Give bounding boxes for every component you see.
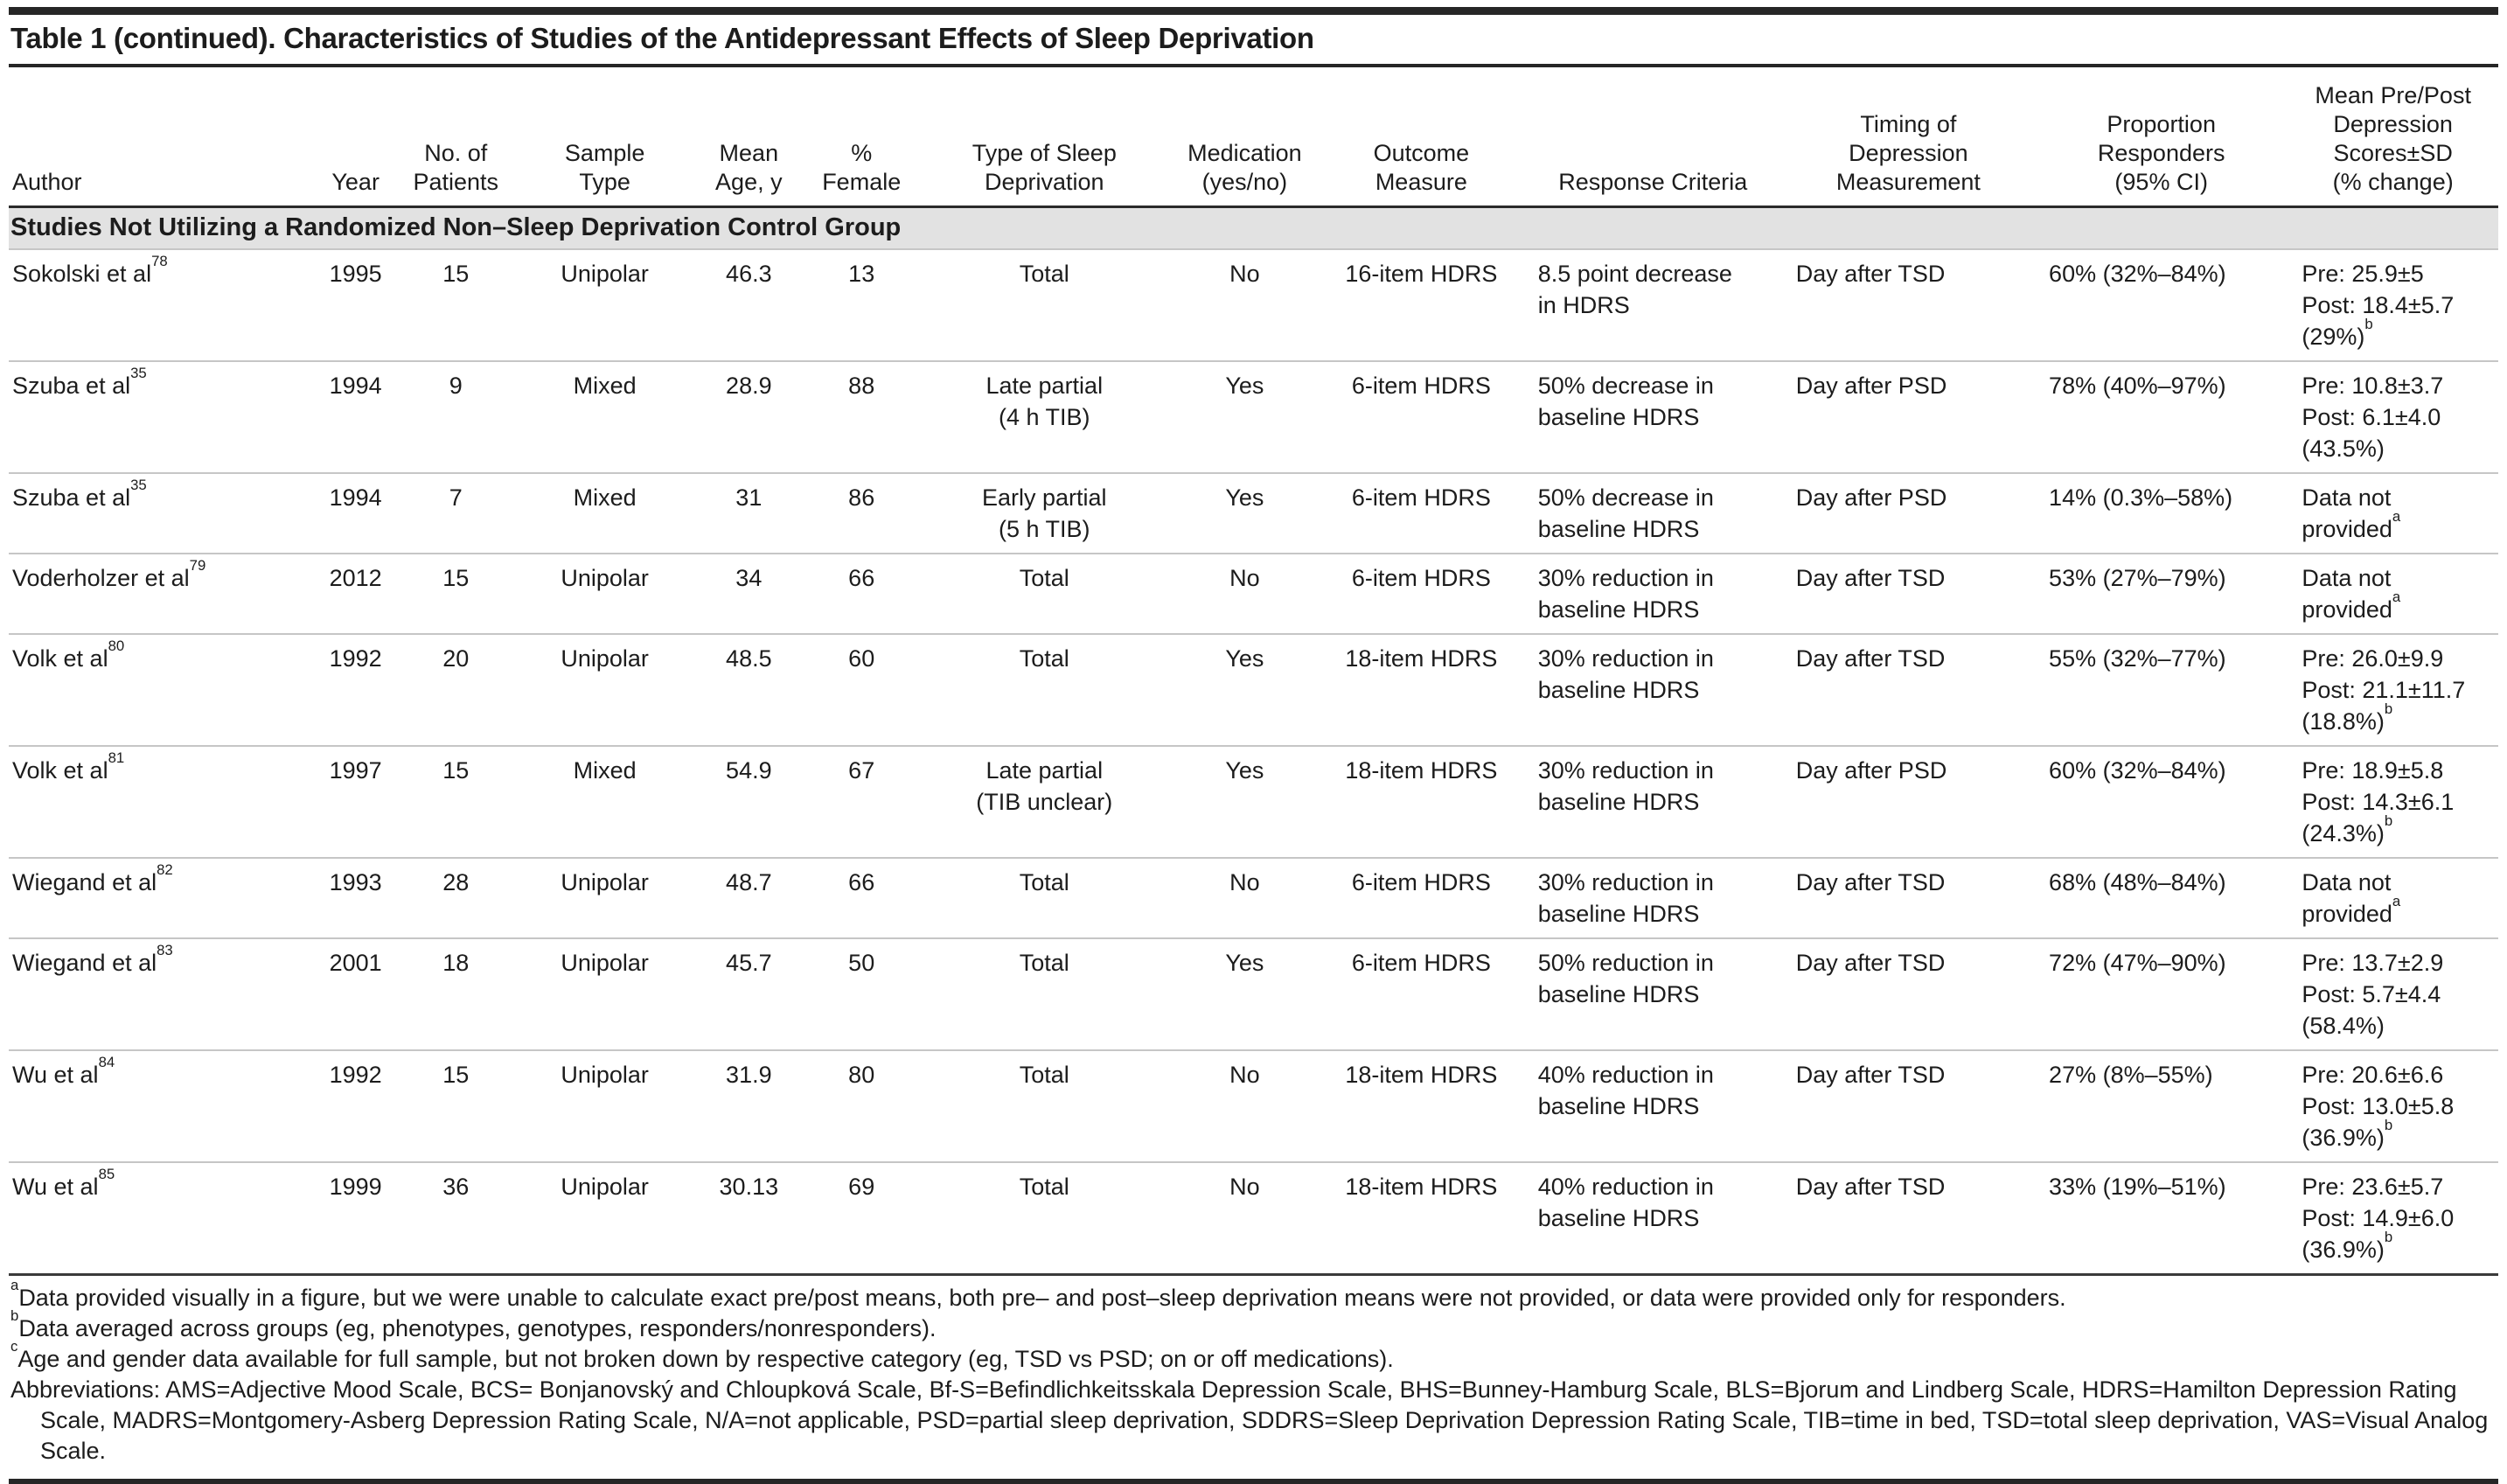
section-header: Studies Not Utilizing a Randomized Non–Sleep Deprivation Control Group: [9, 207, 2498, 250]
footnote-marker: b: [10, 1307, 19, 1325]
cell-year: 1994: [317, 473, 394, 554]
column-header-timing: Timing of Depression Measurement: [1782, 67, 2035, 207]
cell-deprivation: Total: [918, 634, 1171, 746]
cell-year: 1992: [317, 1050, 394, 1162]
cell-scores: Pre: 10.8±3.7 Post: 6.1±4.0 (43.5%): [2288, 361, 2498, 473]
cell-medication: No: [1171, 858, 1319, 938]
cell-patients: 9: [394, 361, 517, 473]
cell-criteria: 30% reduction in baseline HDRS: [1524, 634, 1782, 746]
cell-mean_age: 34: [693, 554, 805, 634]
cell-pct_female: 86: [805, 473, 918, 554]
cell-author: Wiegand et $al^{82}$: [9, 858, 317, 938]
cell-mean_age: 48.7: [693, 858, 805, 938]
cell-timing: Day after TSD: [1782, 634, 2035, 746]
table-row: [9, 858, 2498, 938]
cell-responders: 60% (32%–84%): [2035, 249, 2288, 361]
cell-deprivation: Total: [918, 554, 1171, 634]
footnote-marker: b: [2384, 700, 2393, 718]
cell-sample_type: Unipolar: [561, 1174, 649, 1200]
footnote-marker: 84: [98, 1054, 115, 1071]
cell-criteria: 30% reduction in baseline HDRS: [1524, 554, 1782, 634]
cell-outcome: 18-item HDRS: [1345, 1174, 1498, 1200]
cell-criteria: 40% reduction in baseline HDRS: [1537, 1174, 1714, 1231]
cell-patients: 15: [394, 554, 517, 634]
column-header-pct_female: % Female: [805, 67, 918, 207]
table-row: [9, 1050, 2498, 1162]
table-row: [9, 554, 2498, 634]
cell-scores: Data not provided$^a$: [2288, 858, 2498, 938]
column-header-author: Author: [9, 67, 317, 207]
cell-timing: Day after TSD: [1782, 938, 2035, 1050]
column-header-responders: Proportion Responders (95% CI): [2035, 67, 2288, 207]
cell-author: Wu et $al^{85}$: [12, 1166, 115, 1200]
column-header-medication: Medication (yes/no): [1171, 67, 1319, 207]
cell-timing: Day after TSD: [1782, 858, 2035, 938]
cell-sample_type: Mixed: [517, 473, 692, 554]
cell-year: 1994: [317, 361, 394, 473]
cell-mean_age: 48.5: [693, 634, 805, 746]
cell-mean_age: 45.7: [693, 938, 805, 1050]
cell-responders: 53% (27%–79%): [2035, 554, 2288, 634]
cell-patients: 28: [394, 858, 517, 938]
cell-sample_type: Unipolar: [517, 858, 692, 938]
table-row: [9, 938, 2498, 1050]
cell-author: Volk et $al^{81}$: [9, 746, 317, 858]
cell-deprivation: Late partial (4 h TIB): [918, 361, 1171, 473]
cell-outcome: 18-item HDRS: [1319, 746, 1524, 858]
cell-medication: Yes: [1171, 746, 1319, 858]
column-header-sample_type: Sample Type: [517, 67, 692, 207]
cell-sample_type: Unipolar: [517, 634, 692, 746]
cell-responders: 33% (19%–51%): [2049, 1174, 2226, 1200]
column-header-mean_age: Mean Age, y: [693, 67, 805, 207]
cell-author: Szuba et $al^{35}$: [9, 473, 317, 554]
footnote-marker: b: [2384, 1229, 2393, 1246]
cell-author: Wu et $al^{84}$: [9, 1050, 317, 1162]
cell-medication: No: [1171, 1050, 1319, 1162]
cell-year: 1997: [317, 746, 394, 858]
cell-scores: Pre: 18.9±5.8 Post: 14.3±6.1 $(24.3\%)^b$: [2288, 746, 2498, 858]
cell-timing: Day after PSD: [1782, 361, 2035, 473]
cell-medication: Yes: [1171, 938, 1319, 1050]
cell-criteria: 30% reduction in baseline HDRS: [1524, 858, 1782, 938]
cell-sample_type: Unipolar: [517, 1050, 692, 1162]
cell-scores: Pre: 25.9±5 Post: 18.4±5.7 $(29\%)^b$: [2288, 249, 2498, 361]
cell-scores: Pre: 23.6±5.7 Post: 14.9±6.0 $(36.9\%)^b$: [2302, 1174, 2455, 1263]
footnotes: [9, 1273, 2498, 1475]
cell-deprivation: Total: [918, 1050, 1171, 1162]
cell-patients: 15: [394, 249, 517, 361]
cell-pct_female: 88: [805, 361, 918, 473]
cell-criteria: 8.5 point decrease in HDRS: [1524, 249, 1782, 361]
footnote-marker: 85: [98, 1166, 115, 1183]
cell-author: Sokolski et $al^{78}$: [9, 249, 317, 361]
cell-patients: 18: [394, 938, 517, 1050]
cell-pct_female: 60: [805, 634, 918, 746]
cell-author: Voderholzer et $al^{79}$: [9, 554, 317, 634]
footnote-marker: 78: [151, 253, 168, 270]
cell-responders: 55% (32%–77%): [2035, 634, 2288, 746]
table-row: [9, 746, 2498, 858]
cell-timing: Day after TSD: [1782, 1050, 2035, 1162]
column-header-criteria: Response Criteria: [1524, 67, 1782, 207]
table-header: [9, 67, 2498, 207]
footnote-marker: a: [10, 1277, 19, 1294]
footnote-marker: 35: [130, 477, 147, 494]
cell-criteria: 50% reduction in baseline HDRS: [1524, 938, 1782, 1050]
cell-year: 1995: [317, 249, 394, 361]
cell-deprivation: Early partial (5 h TIB): [918, 473, 1171, 554]
cell-outcome: 16-item HDRS: [1319, 249, 1524, 361]
cell-scores: Data not provided$^a$: [2288, 554, 2498, 634]
cell-sample_type: Unipolar: [517, 249, 692, 361]
cell-timing: Day after PSD: [1782, 746, 2035, 858]
footnote-marker: a: [2392, 893, 2401, 910]
cell-scores: Pre: 26.0±9.9 Post: 21.1±11.7 $(18.8\%)^b$: [2288, 634, 2498, 746]
cell-sample_type: Unipolar: [517, 554, 692, 634]
footnote-marker: a: [2392, 589, 2401, 606]
cell-medication: Yes: [1171, 361, 1319, 473]
cell-mean_age: 31: [693, 473, 805, 554]
cell-author: Szuba et $al^{35}$: [9, 361, 317, 473]
table-body: [9, 207, 2498, 1274]
cell-criteria: 50% decrease in baseline HDRS: [1524, 473, 1782, 554]
cell-deprivation: Late partial (TIB unclear): [918, 746, 1171, 858]
cell-mean_age: 54.9: [693, 746, 805, 858]
cell-medication: No: [1171, 249, 1319, 361]
studies-table: [9, 67, 2498, 1273]
table-row: [9, 634, 2498, 746]
footnote-marker: a: [2392, 508, 2401, 526]
cell-criteria: 40% reduction in baseline HDRS: [1524, 1050, 1782, 1162]
cell-responders: 78% (40%–97%): [2035, 361, 2288, 473]
cell-pct_female: 50: [805, 938, 918, 1050]
section-header-row: [9, 207, 2498, 250]
page-title: Table 1 (continued). Characteristics of Studies of the Antidepressant Effects of Sleep Deprivation: [9, 15, 2498, 67]
cell-pct_female: 66: [805, 858, 918, 938]
footnote-marker: 79: [189, 557, 206, 575]
table-row: [9, 361, 2498, 473]
footnote-marker: c: [10, 1338, 18, 1355]
cell-pct_female: 67: [805, 746, 918, 858]
cell-criteria: 50% decrease in baseline HDRS: [1524, 361, 1782, 473]
table-row: [9, 1162, 2498, 1273]
cell-sample_type: Mixed: [517, 746, 692, 858]
cell-responders: 68% (48%–84%): [2035, 858, 2288, 938]
cell-medication: Yes: [1171, 634, 1319, 746]
cell-outcome: 6-item HDRS: [1319, 858, 1524, 938]
footnote-marker: b: [2364, 316, 2373, 333]
cell-medication: No: [1229, 1174, 1260, 1200]
cell-mean_age: 28.9: [693, 361, 805, 473]
cell-year: 1993: [317, 858, 394, 938]
cell-patients: 36: [442, 1174, 470, 1200]
cell-criteria: 30% reduction in baseline HDRS: [1524, 746, 1782, 858]
footnote-b: $^b$Data averaged across groups (eg, phenotypes, genotypes, responders/nonresponders).: [10, 1307, 937, 1341]
footnote-marker: 83: [157, 942, 173, 959]
cell-outcome: 6-item HDRS: [1319, 938, 1524, 1050]
cell-mean_age: 30.13: [719, 1174, 779, 1200]
cell-outcome: 6-item HDRS: [1319, 361, 1524, 473]
table-row: [9, 249, 2498, 361]
cell-medication: Yes: [1171, 473, 1319, 554]
cell-sample_type: Mixed: [517, 361, 692, 473]
bottom-rule: [9, 1479, 2498, 1484]
cell-mean_age: 46.3: [693, 249, 805, 361]
cell-outcome: 6-item HDRS: [1319, 473, 1524, 554]
footnote-marker: 80: [108, 637, 125, 655]
footnote-marker: 81: [108, 749, 125, 767]
cell-year: 1992: [317, 634, 394, 746]
cell-scores: Data not provided$^a$: [2288, 473, 2498, 554]
cell-responders: 27% (8%–55%): [2035, 1050, 2288, 1162]
cell-year: 2001: [317, 938, 394, 1050]
cell-deprivation: Total: [1019, 1174, 1069, 1200]
table-row: [9, 473, 2498, 554]
cell-author: Wiegand et $al^{83}$: [9, 938, 317, 1050]
cell-patients: 20: [394, 634, 517, 746]
cell-outcome: 18-item HDRS: [1319, 1050, 1524, 1162]
cell-pct_female: 80: [805, 1050, 918, 1162]
footnote-marker: 82: [157, 861, 173, 879]
cell-responders: 72% (47%–90%): [2035, 938, 2288, 1050]
footnote-marker: b: [2384, 1117, 2393, 1134]
cell-timing: Day after PSD: [1782, 473, 2035, 554]
header-row: [9, 67, 2498, 207]
cell-year: 1999: [329, 1174, 382, 1200]
cell-medication: No: [1171, 554, 1319, 634]
cell-author: Volk et $al^{80}$: [9, 634, 317, 746]
footnote-marker: b: [2384, 812, 2393, 830]
cell-patients: 7: [394, 473, 517, 554]
cell-year: 2012: [317, 554, 394, 634]
cell-timing: Day after TSD: [1782, 554, 2035, 634]
cell-deprivation: Total: [918, 249, 1171, 361]
cell-patients: 15: [394, 1050, 517, 1162]
cell-pct_female: 69: [848, 1174, 875, 1200]
cell-timing: Day after TSD: [1795, 1174, 1946, 1200]
column-header-scores: Mean Pre/Post Depression Scores±SD (% change): [2288, 67, 2498, 207]
cell-responders: 14% (0.3%–58%): [2035, 473, 2288, 554]
footnote-marker: 35: [130, 365, 147, 382]
abbreviations: Abbreviations: AMS=Adjective Mood Scale, BCS= Bonjanovský and Chloupková Scale, Bf-S=Befindlichkeitsskala Depression Scale, BHS=Bunney-Hamburg Scale, BLS=Bjorum and Lindberg Scale, HDRS=Hamilton Depression Rating Scale, MADRS=Montgomery-Asberg Depression Rating Scale, N/A=not applicable, PSD=partial sleep deprivation, SDDRS=Sleep Deprivation Depression Rating Scale, TIB=time in bed, TSD=total sleep deprivation, VAS=Visual Analog Scale.: [10, 1376, 2489, 1464]
cell-patients: 15: [394, 746, 517, 858]
cell-pct_female: 66: [805, 554, 918, 634]
cell-deprivation: Total: [918, 858, 1171, 938]
cell-responders: 60% (32%–84%): [2035, 746, 2288, 858]
cell-outcome: 6-item HDRS: [1319, 554, 1524, 634]
cell-deprivation: Total: [918, 938, 1171, 1050]
cell-sample_type: Unipolar: [517, 938, 692, 1050]
cell-scores: Pre: 13.7±2.9 Post: 5.7±4.4 (58.4%): [2288, 938, 2498, 1050]
footnote-c: $^c$Age and gender data available for full sample, but not broken down by respective category (eg, TSD vs PSD; on or off medications).: [10, 1338, 1394, 1372]
column-header-deprivation: Type of Sleep Deprivation: [918, 67, 1171, 207]
cell-scores: Pre: 20.6±6.6 Post: 13.0±5.8 $(36.9\%)^b$: [2288, 1050, 2498, 1162]
cell-timing: Day after TSD: [1782, 249, 2035, 361]
top-rule: [9, 7, 2498, 15]
cell-mean_age: 31.9: [693, 1050, 805, 1162]
cell-outcome: 18-item HDRS: [1319, 634, 1524, 746]
footnote-a: $^a$Data provided visually in a figure, but we were unable to calculate exact pre/post means, both pre– and post–sleep deprivation means were not provided, or data were provided only for responders.: [10, 1277, 2066, 1311]
column-header-year: Year: [317, 67, 394, 207]
column-header-patients: No. of Patients: [394, 67, 517, 207]
footnotes-list: [10, 1277, 2497, 1375]
column-header-outcome: Outcome Measure: [1319, 67, 1524, 207]
cell-pct_female: 13: [805, 249, 918, 361]
